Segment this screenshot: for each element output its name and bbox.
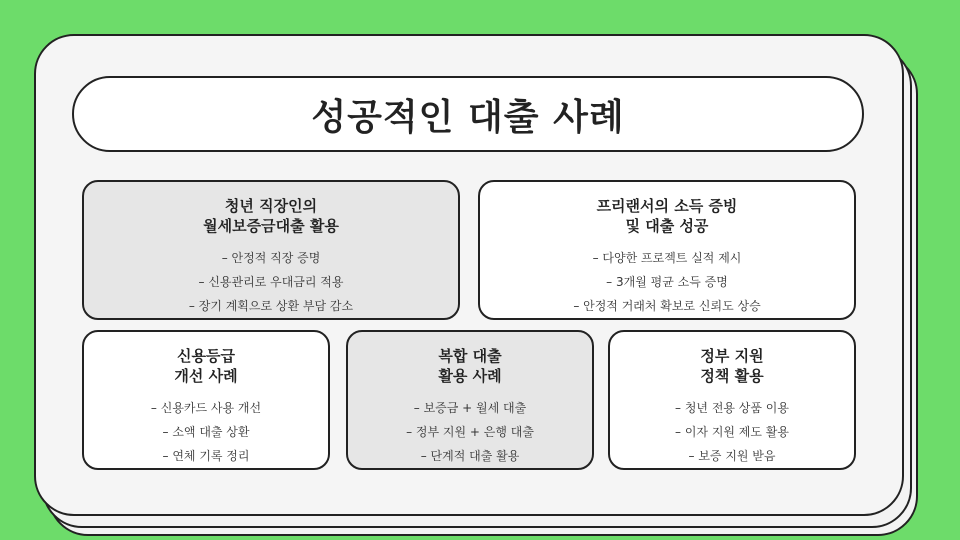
card-heading-line: 및 대출 성공 (625, 217, 709, 235)
list-item: – 신용카드 사용 개선 (150, 401, 262, 415)
card-item-list (675, 396, 789, 468)
card-heading (203, 196, 339, 236)
list-item: – 소액 대출 상환 (162, 425, 250, 439)
card-heading-line: 신용등급 (177, 347, 235, 365)
list-item: – 단계적 대출 활용 (420, 449, 520, 463)
list-item: – 연체 기록 정리 (162, 449, 250, 463)
list-item: – 정부 지원 + 은행 대출 (406, 425, 534, 439)
card-item-list (189, 246, 353, 318)
list-item: – 청년 전용 상품 이용 (675, 401, 789, 415)
card-heading-line: 정부 지원 (700, 347, 764, 365)
page-title: 성공적인 대출 사례 (311, 96, 625, 138)
list-item: – 3개월 평균 소득 증명 (606, 275, 728, 289)
card-heading (700, 346, 763, 386)
card-heading (174, 346, 237, 386)
case-card-combined-loan (346, 330, 594, 470)
card-item-list (151, 396, 261, 468)
list-item: – 장기 계획으로 상환 부담 감소 (188, 299, 354, 313)
card-item-list (573, 246, 760, 318)
card-heading (597, 196, 738, 236)
case-card-credit-improvement (82, 330, 330, 470)
card-item-list (406, 396, 534, 468)
list-item: – 다양한 프로젝트 실적 제시 (592, 251, 742, 265)
card-heading-line: 청년 직장인의 (224, 197, 318, 215)
card-heading-line: 활용 사례 (438, 367, 502, 385)
card-heading-line: 정책 활용 (700, 367, 764, 385)
card-heading-line: 프리랜서의 소득 증빙 (596, 197, 738, 215)
card-heading-line: 개선 사례 (174, 367, 238, 385)
list-item: – 안정적 직장 증명 (221, 251, 321, 265)
card-heading (438, 346, 501, 386)
list-item: – 신용관리로 우대금리 적용 (198, 275, 344, 289)
list-item: – 보증금 + 월세 대출 (413, 401, 527, 415)
card-heading-line: 월세보증금대출 활용 (203, 217, 339, 235)
case-card-young-worker (82, 180, 460, 320)
list-item: – 이자 지원 제도 활용 (675, 425, 789, 439)
card-heading-line: 복합 대출 (438, 347, 502, 365)
case-card-freelancer (478, 180, 856, 320)
list-item: – 보증 지원 받음 (688, 449, 776, 463)
title-banner (72, 76, 864, 152)
case-card-government-support (608, 330, 856, 470)
list-item: – 안정적 거래처 확보로 신뢰도 상승 (573, 299, 761, 313)
